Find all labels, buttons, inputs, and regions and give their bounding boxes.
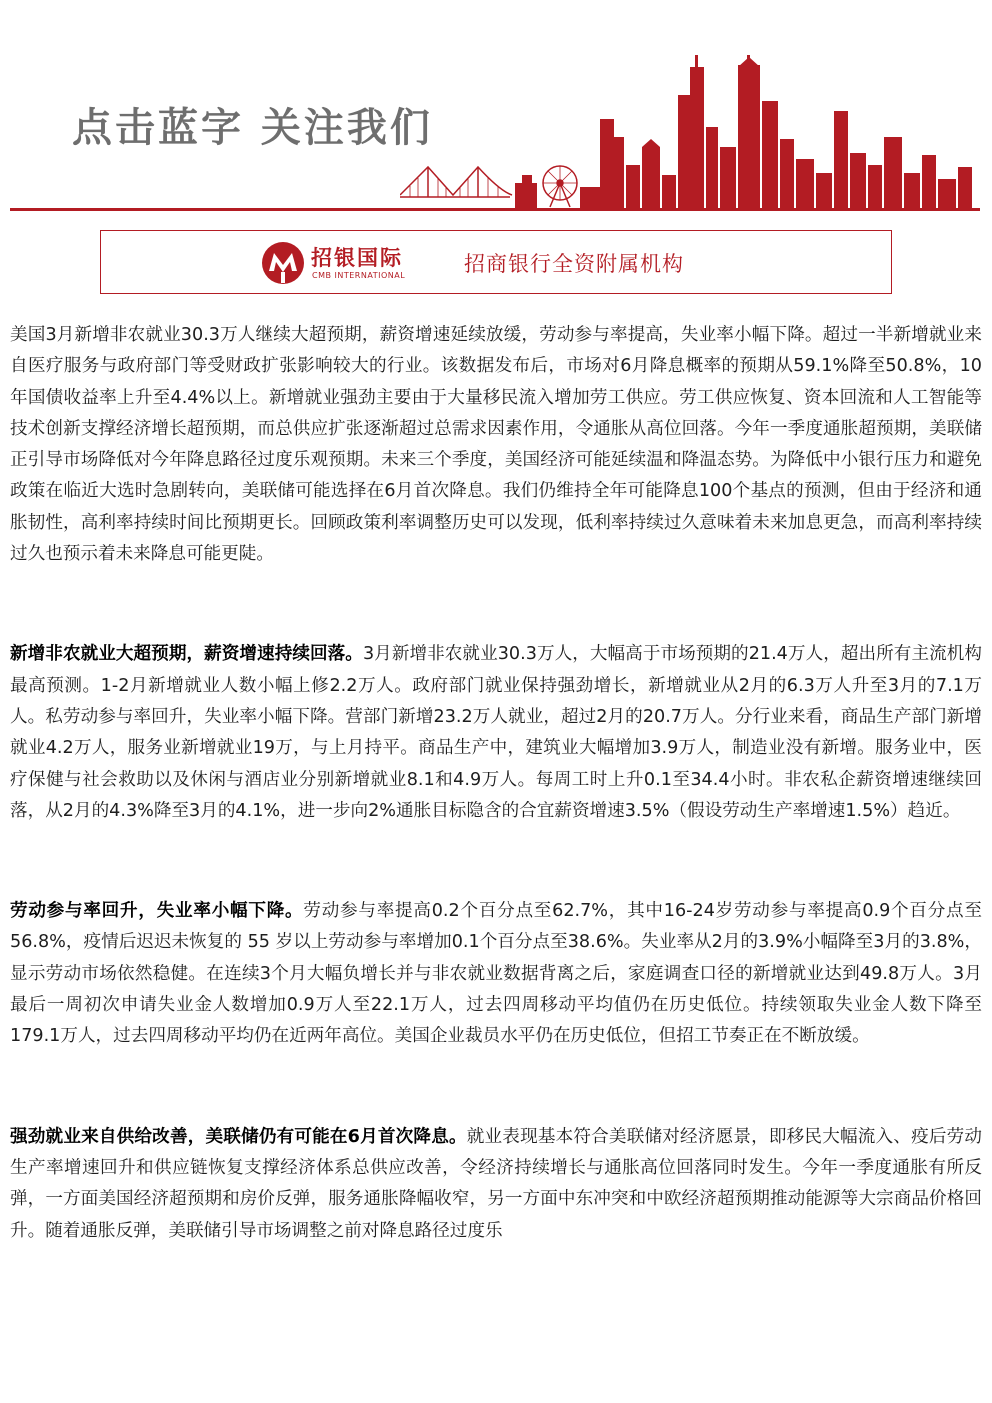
paragraph-fed-outlook (10, 1122, 982, 1247)
cmbi-banner (100, 230, 892, 294)
follow-us-title[interactable]: 点击蓝字 关注我们 (72, 105, 433, 151)
logo-chinese-name: 招银国际 (311, 246, 403, 270)
article-body (10, 320, 982, 1247)
logo-english-name: CMB INTERNATIONAL (312, 271, 406, 280)
paragraph-fed-outlook-text: 就业表现基本符合美联储对经济愿景，即移民大幅流入、疫后劳动生产率增速回升和供应链恢复支撑经济体系总供应改善，令经济持续增长与通胀高位回落同时发生。今年一季度通胀有所反弹，一方面美国经济超预期和房价反弹，服务通胀降幅收窄，另一方面中东冲突和中欧经济超预期推动能源等大宗商品价格回升。随着通胀反弹，美联储引导市场调整之前对降息路径过度乐 (10, 1126, 982, 1241)
ferris-wheel-icon (543, 166, 577, 207)
bridge-icon (400, 167, 512, 197)
header-divider (10, 208, 980, 211)
paragraph-nonfarm (10, 639, 982, 827)
paragraph-participation-lead: 劳动参与率回升，失业率小幅下降。 (10, 901, 304, 922)
paragraph-nonfarm-text: 3月新增非农就业30.3万人，大幅高于市场预期的21.4万人，超出所有主流机构最高预测。1-2月新增就业人数小幅上修2.2万人。政府部门就业保持强劲增长，新增就业从2月的6.3万人升至3月的7.1万人。私劳动参与率回升，失业率小幅下降。营部门新增23.2万人就业，超过2月的20.7万人。分行业来看，商品生产部门新增就业4.2万人，服务业新增就业19万，与上月持平。商品生产中，建筑业大幅增加3.9万人，制造业没有新增。服务业中，医疗保健与社会救助以及休闲与酒店业分别新增就业8.1和4.9万人。每周工时上升0.1至34.4小时。非农私企薪资增速继续回落，从2月的4.3%降至3月的4.1%，进一步向2%通胀目标隐含的合宜薪资增速3.5%（假设劳动生产率增速1.5%）趋近。 (10, 644, 982, 821)
page-header (0, 0, 992, 215)
paragraph-participation (10, 896, 982, 1052)
paragraph-intro-text: 美国3月新增非农就业30.3万人继续大超预期，薪资增速延续放缓，劳动参与率提高，失业率小幅下降。超过一半新增就业来自医疗服务与政府部门等受财政扩张影响较大的行业。该数据发布后，市场对6月降息概率的预期从59.1%降至50.8%，10年国债收益率上升至4.4%以上。新增就业强劲主要由于大量移民流入增加劳工供应。劳工供应恢复、资本回流和人工智能等技术创新支撑经济增长超预期，而总供应扩张逐渐超过总需求因素作用，令通胀从高位回落。今年一季度通胀超预期，美联储正引导市场降低对今年降息路径过度乐观预期。未来三个季度，美国经济可能延续温和降温态势。为降低中小银行压力和避免政策在临近大选时急剧转向，美联储可能选择在6月首次降息。我们仍维持全年可能降息100个基点的预测，但由于经济和通胀韧性，高利率持续时间比预期更长。回顾政策利率调整历史可以发现，低利率持续过久意味着未来加息更急，而高利率持续过久也预示着未来降息可能更陡。 (10, 325, 982, 565)
banner-tagline: 招商银行全资附属机构 (464, 252, 684, 276)
paragraph-nonfarm-lead: 新增非农就业大超预期，薪资增速持续回落。 (10, 644, 363, 665)
city-skyline-graphic (400, 55, 980, 211)
paragraph-participation-text: 劳动参与率提高0.2个百分点至62.7%，其中16-24岁劳动参与率提高0.9个百分点至56.8%，疫情后迟迟未恢复的 55 岁以上劳动参与率增加0.1个百分点至38.6%。失业率从2月的3.9%小幅降至3月的3.8%，显示劳动市场依然稳健。在连续3个月大幅负增长并与非农就业数据背离之后，家庭调查口径的新增就业达到49.8万人。3月最后一周初次申请失业金人数增加0.9万人至22.1万人，过去四周移动平均值仍在历史低位。持续领取失业金人数下降至179.1万人，过去四周移动平均仍在近两年高位。美国企业裁员水平仍在历史低位，但招工节奏正在不断放缓。 (10, 901, 982, 1047)
cmb-logo-icon (261, 241, 305, 285)
paragraph-fed-outlook-lead: 强劲就业来自供给改善，美联储仍有可能在6月首次降息。 (10, 1126, 467, 1147)
paragraph-intro (10, 320, 982, 570)
